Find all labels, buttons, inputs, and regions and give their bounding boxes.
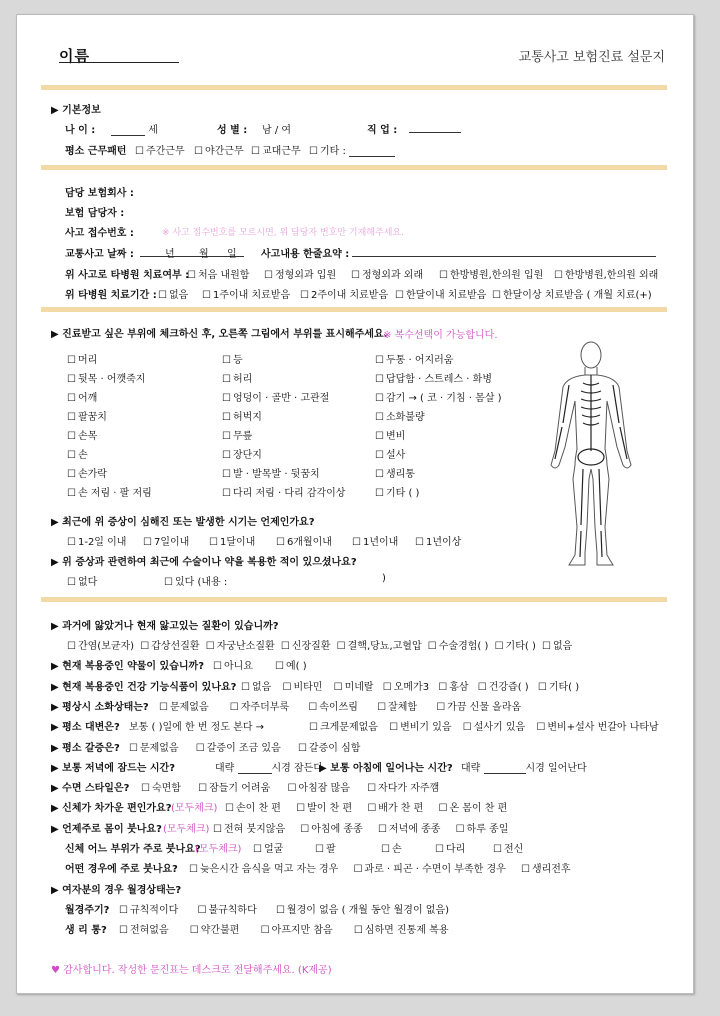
other-hospital-option[interactable]: ☐ 정형외과 입원 bbox=[264, 266, 336, 281]
job-label: 직 업 : bbox=[367, 125, 398, 136]
symptom-column-2 bbox=[222, 351, 345, 503]
work-option[interactable]: ☐ 야간근무 bbox=[194, 142, 244, 157]
swelling-part-option[interactable]: ☐ 얼굴 bbox=[253, 840, 283, 855]
symptom-checkbox-item[interactable]: ☐ 손가락 bbox=[67, 465, 152, 484]
multi-check-note: (모두체크) bbox=[195, 844, 242, 855]
surgery-question: ▶ 위 증상과 관련하여 최근에 수술이나 약을 복용한 적이 있으셨나요? bbox=[51, 557, 357, 568]
symptom-checkbox-item[interactable]: ☐ 감기 → ( 코 · 기침 · 몸살 ) bbox=[375, 389, 502, 408]
swelling-part-option[interactable]: ☐ 팔 bbox=[315, 840, 336, 855]
questionnaire-sheet bbox=[16, 14, 694, 994]
date-year: 년 bbox=[165, 249, 175, 260]
thirst-options[interactable]: ☐ 문제없음 ☐ 갈증이 조금 있음 ☐ 갈증이 심함 bbox=[129, 739, 360, 754]
section-divider bbox=[41, 597, 667, 602]
supplement-question: ▶ 현재 복용중인 건강 기능식품이 있나요? bbox=[51, 682, 237, 693]
cycle-options[interactable]: ☐ 규칙적이다 ☐ 불규칙하다 ☐ 월경이 없음 ( 개월 동안 월경이 없음) bbox=[119, 901, 449, 916]
sleep-time-question: ▶ 보통 저녁에 잠드는 시간? bbox=[51, 763, 176, 774]
stool-question: ▶ 평소 대변은? bbox=[51, 722, 120, 733]
age-unit: 세 bbox=[148, 125, 158, 136]
form-title: 교통사고 보험진료 설문지 bbox=[518, 50, 665, 65]
symptom-checkbox-item[interactable]: ☐ 설사 bbox=[375, 446, 502, 465]
period-option[interactable]: ☐ 없음 bbox=[158, 286, 188, 301]
period-option[interactable]: ☐ 1주이내 치료받음 bbox=[202, 286, 290, 301]
body-diagram-back[interactable] bbox=[545, 339, 637, 571]
onset-question: ▶ 최근에 위 증상이 심해진 또는 발생한 시기는 언제인가요? bbox=[51, 517, 315, 528]
swelling-part-option[interactable]: ☐ 전신 bbox=[493, 840, 523, 855]
work-option[interactable]: ☐ 기타 : bbox=[309, 142, 395, 157]
stool-frequency[interactable]: 보통 ( )일에 한 번 정도 본다 → bbox=[129, 722, 265, 733]
wake-time-input[interactable]: 대략 시경 일어난다 bbox=[461, 763, 587, 774]
symptom-checkbox-item[interactable]: ☐ 발 · 발목발 · 뒷꿈치 bbox=[222, 465, 345, 484]
claim-hint: ※ 사고 접수번호를 모르시면, 위 담당자 번호만 기재해주세요. bbox=[162, 228, 404, 238]
thirst-question: ▶ 평소 갈증은? bbox=[51, 743, 120, 754]
symptom-checkbox-item[interactable]: ☐ 생리통 bbox=[375, 465, 502, 484]
age-label: 나 이 : bbox=[65, 125, 96, 136]
job-input[interactable] bbox=[409, 121, 461, 133]
name-label: 이름 bbox=[59, 47, 90, 65]
cold-options[interactable]: ☐ 손이 찬 편 ☐ 발이 찬 편 ☐ 배가 찬 편 ☐ 온 몸이 찬 편 bbox=[225, 799, 507, 814]
period-pain-options[interactable]: ☐ 전혀없음 ☐ 약간불편 ☐ 아프지만 참음 ☐ 심하면 진통제 복용 bbox=[119, 921, 449, 936]
disease-question: ▶ 과거에 앓았거나 현재 앓고있는 질환이 있습니까? bbox=[51, 621, 279, 632]
symptom-checkbox-item[interactable]: ☐ 다리 저림 · 다리 감각이상 bbox=[222, 484, 345, 503]
onset-option[interactable]: ☐ 7일이내 bbox=[143, 533, 189, 548]
date-month: 월 bbox=[199, 249, 209, 260]
wake-time-question: ▶ 보통 아침에 일어나는 시간? bbox=[319, 763, 453, 774]
symptom-checkbox-item[interactable]: ☐ 팔꿈치 bbox=[67, 408, 152, 427]
section-divider bbox=[41, 307, 667, 312]
sleep-time-input[interactable]: 대략 시경 잠든다 bbox=[215, 763, 323, 774]
multi-check-note: (모두체크) bbox=[163, 824, 210, 835]
symptom-column-3 bbox=[375, 351, 502, 503]
summary-label: 사고내용 한줄요약 : bbox=[261, 249, 350, 260]
onset-option[interactable]: ☐ 1-2일 이내 bbox=[67, 533, 126, 548]
onset-option[interactable]: ☐ 1년이내 bbox=[352, 533, 398, 548]
multi-check-note: (모두체크) bbox=[171, 803, 218, 814]
work-option[interactable]: ☐ 교대근무 bbox=[251, 142, 301, 157]
digestion-question: ▶ 평상시 소화상태는? bbox=[51, 702, 149, 713]
swelling-question: ▶ 언제주로 몸이 붓나요? bbox=[51, 824, 162, 835]
sleep-style-question: ▶ 수면 스타일은? bbox=[51, 783, 130, 794]
period-option[interactable]: ☐ 한달이상 치료받음 ( 개월 치료(+) bbox=[492, 286, 652, 301]
period-option[interactable]: ☐ 한달이내 치료받음 bbox=[395, 286, 486, 301]
surgery-option[interactable]: ☐ 있다 (내용 : bbox=[164, 573, 227, 588]
symptom-checkbox-item[interactable]: ☐ 허벅지 bbox=[222, 408, 345, 427]
cold-question: ▶ 신체가 차가운 편인가요? bbox=[51, 803, 172, 814]
sex-label: 성 별 : bbox=[217, 125, 248, 136]
symptom-checkbox-item[interactable]: ☐ 장단지 bbox=[222, 446, 345, 465]
supplement-options[interactable]: ☐ 없음 ☐ 비타민 ☐ 미네랄 ☐ 오메가3 ☐ 홍삼 ☐ 건강즙( ) ☐ 기타( ) bbox=[241, 678, 579, 693]
symptom-checkbox-item[interactable]: ☐ 손 bbox=[67, 446, 152, 465]
meds-question: ▶ 현재 복용중인 약물이 있습니까? bbox=[51, 661, 204, 672]
summary-input[interactable] bbox=[352, 245, 656, 257]
other-hospital-label: 위 사고로 타병원 치료여부 : bbox=[65, 270, 190, 281]
insurance-manager-label: 보험 담당자 : bbox=[65, 208, 125, 219]
symptom-checkbox-item[interactable]: ☐ 등 bbox=[222, 351, 345, 370]
onset-option[interactable]: ☐ 6개월이내 bbox=[276, 533, 332, 548]
section-divider bbox=[41, 85, 667, 90]
period-pain-label: 생 리 통? bbox=[65, 925, 107, 936]
swelling-when-question: 어떤 경우에 주로 붓나요? bbox=[65, 864, 178, 875]
symptom-checkbox-item[interactable]: ☐ 무릎 bbox=[222, 427, 345, 446]
female-question: ▶ 여자분의 경우 월경상태는? bbox=[51, 885, 182, 896]
disease-options[interactable]: ☐ 간염(보균자) ☐ 갑상선질환 ☐ 자궁난소질환 ☐ 신장질환 ☐ 결핵,당뇨,고혈압 ☐ 수술경험( ) ☐ 기타( ) ☐ 없음 bbox=[67, 637, 572, 652]
symptom-checkbox-item[interactable]: ☐ 손목 bbox=[67, 427, 152, 446]
meds-option[interactable]: ☐ 예( ) bbox=[275, 657, 307, 672]
other-hospital-option[interactable]: ☐ 한방병원,한의원 외래 bbox=[554, 266, 658, 281]
symptom-column-1 bbox=[67, 351, 152, 503]
basic-section-title: ▶ 기본정보 bbox=[51, 105, 101, 116]
surgery-option[interactable]: ☐ 없다 bbox=[67, 573, 97, 588]
symptom-checkbox-item[interactable]: ☐ 기타 ( ) bbox=[375, 484, 502, 503]
sleep-style-options[interactable]: ☐ 숙면함 ☐ 잠들기 어려움 ☐ 아침잠 많음 ☐ 자다가 자주깸 bbox=[141, 779, 439, 794]
symptom-checkbox-item[interactable]: ☐ 답답함 · 스트레스 · 화병 bbox=[375, 370, 502, 389]
swelling-part-option[interactable]: ☐ 손 bbox=[381, 840, 402, 855]
multi-select-note: ※ 복수선택이 가능합니다. bbox=[383, 330, 498, 341]
insurance-company-label: 담당 보험회사 : bbox=[65, 188, 134, 199]
symptom-section-title: ▶ 진료받고 싶은 부위에 체크하신 후, 오른쪽 그림에서 부위를 표시해주세요. bbox=[51, 329, 388, 340]
swelling-options[interactable]: ☐ 전혀 붓지않음 ☐ 아침에 종종 ☐ 저녁에 종종 ☐ 하루 종일 bbox=[213, 820, 508, 835]
accident-date-label: 교통사고 날짜 : bbox=[65, 249, 134, 260]
meds-option[interactable]: ☐ 아니요 bbox=[213, 657, 253, 672]
symptom-checkbox-item[interactable]: ☐ 변비 bbox=[375, 427, 502, 446]
symptom-checkbox-item[interactable]: ☐ 엉덩이 · 골반 · 고관절 bbox=[222, 389, 345, 408]
section-divider bbox=[41, 165, 667, 170]
other-hospital-option[interactable]: ☐ 정형외과 외래 bbox=[351, 266, 423, 281]
swelling-part-question: 신체 어느 부위가 주로 붓나요? bbox=[65, 844, 201, 855]
name-input-line[interactable] bbox=[59, 62, 179, 63]
symptom-checkbox-item[interactable]: ☐ 소화불량 bbox=[375, 408, 502, 427]
symptom-checkbox-item[interactable]: ☐ 허리 bbox=[222, 370, 345, 389]
stool-options[interactable]: ☐ 크게문제없음 ☐ 변비기 있음 ☐ 설사기 있음 ☐ 변비+설사 번갈아 나타남 bbox=[309, 718, 659, 733]
claim-number-label: 사고 접수번호 : bbox=[65, 228, 134, 239]
age-input[interactable] bbox=[111, 124, 145, 136]
swelling-when-options[interactable]: ☐ 늦은시간 음식을 먹고 자는 경우 ☐ 과로 · 피곤 · 수면이 부족한 경우 ☐ 생리전후 bbox=[189, 860, 571, 875]
symptom-checkbox-item[interactable]: ☐ 뒷목 · 어깻죽지 bbox=[67, 370, 152, 389]
work-option[interactable]: ☐ 주간근무 bbox=[135, 142, 185, 157]
symptom-checkbox-item[interactable]: ☐ 어깨 bbox=[67, 389, 152, 408]
swelling-part-option[interactable]: ☐ 다리 bbox=[435, 840, 465, 855]
surgery-close: ) bbox=[382, 573, 386, 584]
onset-option[interactable]: ☐ 1달이내 bbox=[209, 533, 255, 548]
symptom-checkbox-item[interactable]: ☐ 머리 bbox=[67, 351, 152, 370]
sex-value[interactable]: 남 / 여 bbox=[262, 125, 292, 136]
other-hospital-option[interactable]: ☐ 한방병원,한의원 입원 bbox=[439, 266, 543, 281]
treatment-period-label: 위 타병원 치료기간 : bbox=[65, 290, 157, 301]
date-day: 일 bbox=[227, 249, 237, 260]
symptom-checkbox-item[interactable]: ☐ 손 저림 · 팔 저림 bbox=[67, 484, 152, 503]
symptom-checkbox-item[interactable]: ☐ 두통 · 어지러움 bbox=[375, 351, 502, 370]
digestion-options[interactable]: ☐ 문제없음 ☐ 자주더부룩 ☐ 속이쓰림 ☐ 잘체함 ☐ 가끔 신물 올라옴 bbox=[159, 698, 521, 713]
onset-option[interactable]: ☐ 1년이상 bbox=[415, 533, 461, 548]
other-hospital-option[interactable]: ☐ 처음 내원함 bbox=[187, 266, 249, 281]
cycle-label: 월경주기? bbox=[65, 905, 110, 916]
period-option[interactable]: ☐ 2주이내 치료받음 bbox=[300, 286, 388, 301]
footer-thanks: ♥ 감사합니다. 작성한 문진표는 데스크로 전달해주세요. (K제공) bbox=[51, 965, 332, 976]
work-pattern-label: 평소 근무패턴 bbox=[65, 146, 127, 157]
